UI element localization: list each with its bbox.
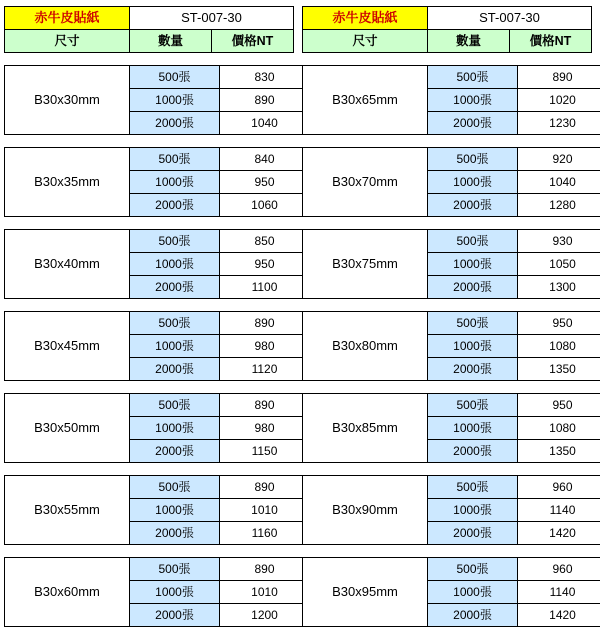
price-block [4,475,310,545]
price-block [4,65,310,135]
quantity-value: 2000張 [130,358,220,381]
quantity-value: 1000張 [428,335,518,358]
price-value: 840 [220,148,310,171]
price-block [302,147,600,217]
price-block [302,393,600,463]
price-value: 890 [220,89,310,112]
table-row [5,66,310,89]
price-value: 1140 [518,581,600,604]
quantity-value: 1000張 [130,499,220,522]
size-label: B30x75mm [303,230,428,299]
price-block [4,311,310,381]
price-value: 1020 [518,89,600,112]
price-value: 960 [518,476,600,499]
quantity-value: 2000張 [130,604,220,627]
price-value: 890 [220,558,310,581]
header-size: 尺寸 [303,30,428,53]
quantity-value: 500張 [428,476,518,499]
block-gap [302,217,592,229]
quantity-value: 500張 [130,148,220,171]
price-value: 1280 [518,194,600,217]
price-value: 1050 [518,253,600,276]
quantity-value: 1000張 [130,89,220,112]
price-value: 890 [518,66,600,89]
size-label: B30x30mm [5,66,130,135]
size-label: B30x70mm [303,148,428,217]
column-header-row [303,30,592,53]
price-block [302,557,600,627]
quantity-value: 500張 [130,558,220,581]
price-value: 950 [518,312,600,335]
quantity-value: 1000張 [130,417,220,440]
price-value: 1140 [518,499,600,522]
block-gap [302,381,592,393]
quantity-value: 500張 [130,476,220,499]
price-value: 1420 [518,604,600,627]
quantity-value: 2000張 [130,522,220,545]
price-value: 1100 [220,276,310,299]
block-gap [4,463,294,475]
size-label: B30x35mm [5,148,130,217]
header-size: 尺寸 [5,30,130,53]
quantity-value: 1000張 [428,253,518,276]
price-block [302,311,600,381]
size-label: B30x95mm [303,558,428,627]
table-row [303,66,600,89]
quantity-value: 2000張 [428,194,518,217]
table-row [5,312,310,335]
price-value: 980 [220,417,310,440]
price-block [302,475,600,545]
quantity-value: 2000張 [130,112,220,135]
header-quantity: 數量 [428,30,510,53]
block-gap [4,299,294,311]
quantity-value: 2000張 [428,522,518,545]
size-label: B30x55mm [5,476,130,545]
block-gap [4,545,294,557]
column-header-row [5,30,294,53]
quantity-value: 500張 [428,558,518,581]
table-row [303,476,600,499]
size-label: B30x60mm [5,558,130,627]
quantity-value: 2000張 [130,440,220,463]
price-value: 890 [220,394,310,417]
right-header-table [302,6,592,53]
price-value: 1350 [518,440,600,463]
quantity-value: 1000張 [130,171,220,194]
header-quantity: 數量 [130,30,212,53]
price-value: 920 [518,148,600,171]
quantity-value: 500張 [428,66,518,89]
price-value: 950 [220,171,310,194]
quantity-value: 2000張 [428,604,518,627]
quantity-value: 500張 [130,394,220,417]
size-label: B30x90mm [303,476,428,545]
block-gap [4,217,294,229]
price-value: 980 [220,335,310,358]
table-row [5,476,310,499]
quantity-value: 500張 [428,148,518,171]
table-row [303,148,600,171]
price-block [302,229,600,299]
quantity-value: 500張 [428,394,518,417]
price-value: 1300 [518,276,600,299]
table-row [303,558,600,581]
block-gap [302,53,592,65]
price-value: 1040 [518,171,600,194]
left-price-column [4,6,294,627]
table-row [303,394,600,417]
size-label: B30x40mm [5,230,130,299]
left-header-table [4,6,294,53]
price-value: 1160 [220,522,310,545]
title-row [303,7,592,30]
table-row [303,230,600,253]
size-label: B30x80mm [303,312,428,381]
block-gap [4,53,294,65]
product-code-cell: ST-007-30 [130,7,294,30]
table-row [303,312,600,335]
quantity-value: 500張 [130,66,220,89]
block-gap [302,135,592,147]
price-value: 830 [220,66,310,89]
price-block [4,557,310,627]
title-row [5,7,294,30]
quantity-value: 2000張 [130,194,220,217]
price-value: 1060 [220,194,310,217]
size-label: B30x50mm [5,394,130,463]
price-value: 850 [220,230,310,253]
quantity-value: 1000張 [428,499,518,522]
price-block [4,147,310,217]
price-columns [4,6,596,627]
quantity-value: 2000張 [428,112,518,135]
quantity-value: 500張 [428,230,518,253]
quantity-value: 1000張 [130,335,220,358]
price-block [302,65,600,135]
price-value: 1010 [220,581,310,604]
size-label: B30x65mm [303,66,428,135]
brand-title-cell: 赤牛皮貼紙 [5,7,130,30]
price-value: 1230 [518,112,600,135]
price-block [4,229,310,299]
price-value: 1200 [220,604,310,627]
price-value: 1010 [220,499,310,522]
price-value: 1420 [518,522,600,545]
price-value: 1350 [518,358,600,381]
price-value: 950 [220,253,310,276]
price-value: 930 [518,230,600,253]
brand-title-cell: 赤牛皮貼紙 [303,7,428,30]
quantity-value: 1000張 [130,581,220,604]
size-label: B30x85mm [303,394,428,463]
price-value: 1150 [220,440,310,463]
table-row [5,148,310,171]
header-price: 價格NT [212,30,294,53]
right-price-column [302,6,592,627]
price-value: 1080 [518,417,600,440]
quantity-value: 2000張 [428,440,518,463]
quantity-value: 500張 [130,312,220,335]
block-gap [4,135,294,147]
product-code-cell: ST-007-30 [428,7,592,30]
quantity-value: 1000張 [428,171,518,194]
price-value: 1040 [220,112,310,135]
size-label: B30x45mm [5,312,130,381]
price-block [4,393,310,463]
quantity-value: 1000張 [428,89,518,112]
price-value: 950 [518,394,600,417]
table-row [5,394,310,417]
quantity-value: 500張 [130,230,220,253]
block-gap [302,463,592,475]
header-price: 價格NT [510,30,592,53]
block-gap [302,299,592,311]
quantity-value: 1000張 [130,253,220,276]
price-value: 890 [220,312,310,335]
price-value: 1120 [220,358,310,381]
price-value: 960 [518,558,600,581]
quantity-value: 500張 [428,312,518,335]
price-value: 890 [220,476,310,499]
block-gap [302,545,592,557]
quantity-value: 2000張 [428,358,518,381]
table-row [5,558,310,581]
quantity-value: 2000張 [428,276,518,299]
table-row [5,230,310,253]
block-gap [4,381,294,393]
quantity-value: 1000張 [428,417,518,440]
quantity-value: 2000張 [130,276,220,299]
quantity-value: 1000張 [428,581,518,604]
price-value: 1080 [518,335,600,358]
